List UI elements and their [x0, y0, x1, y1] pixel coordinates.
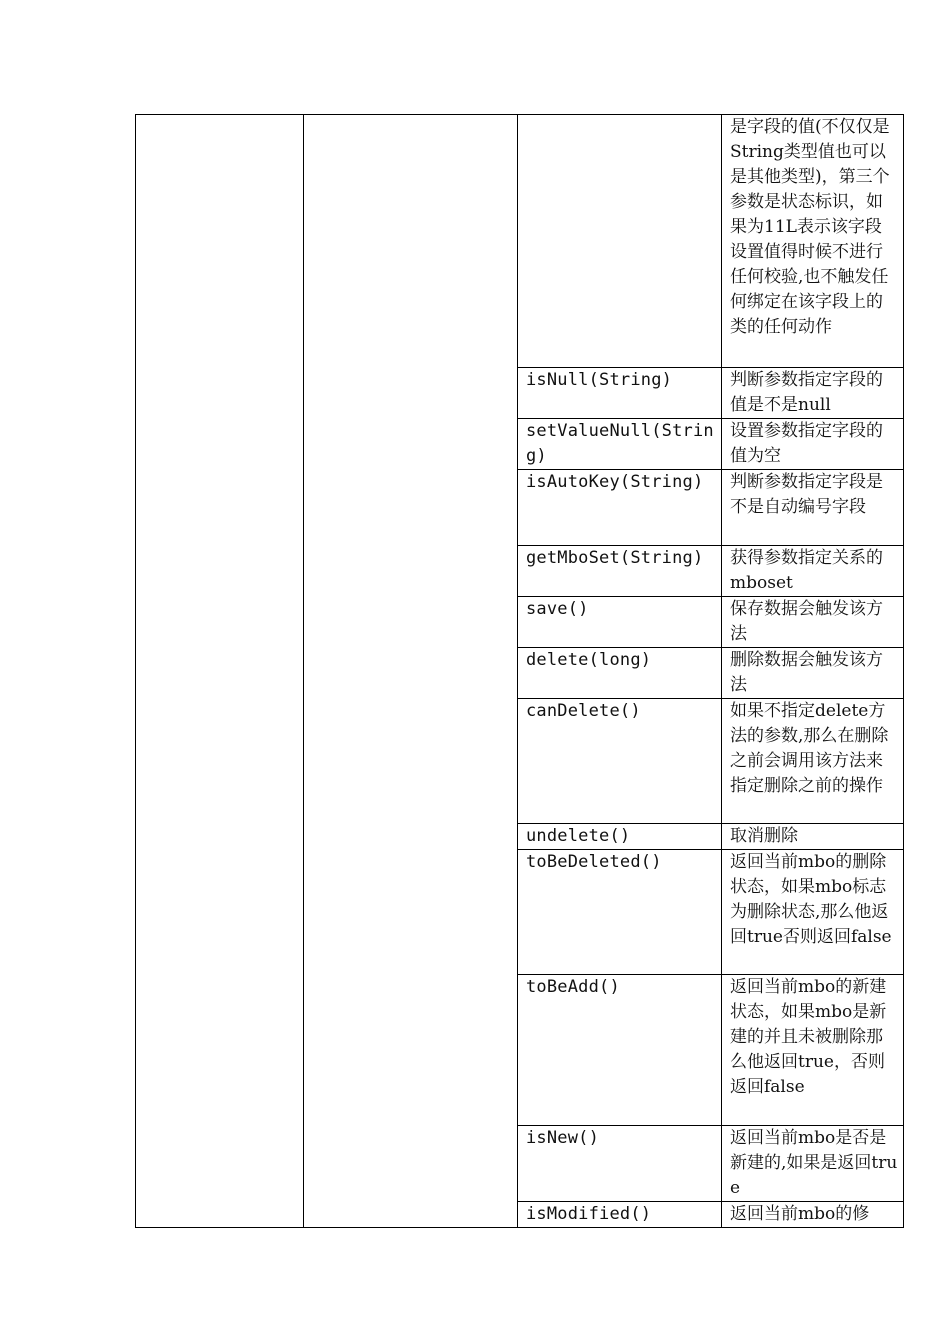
method-cell: toBeDeleted(): [518, 850, 722, 975]
description-cell: 如果不指定delete方法的参数,那么在删除之前会调用该方法来指定删除之前的操作: [722, 699, 904, 824]
method-cell: isNew(): [518, 1126, 722, 1202]
description-cell: 返回当前mbo的删除状态，如果mbo标志为删除状态,那么他返回true否则返回false: [722, 850, 904, 975]
description-cell: 判断参数指定字段的值是不是null: [722, 368, 904, 419]
method-cell: toBeAdd(): [518, 975, 722, 1126]
method-cell: canDelete(): [518, 699, 722, 824]
empty-cell-col2: [304, 115, 518, 1228]
method-cell: save(): [518, 597, 722, 648]
description-cell: 返回当前mbo的新建状态，如果mbo是新建的并且未被删除那么他返回true，否则返回false: [722, 975, 904, 1126]
description-cell: 返回当前mbo是否是新建的,如果是返回true: [722, 1126, 904, 1202]
description-cell: 删除数据会触发该方法: [722, 648, 904, 699]
description-cell: 判断参数指定字段是不是自动编号字段: [722, 470, 904, 546]
method-cell: isNull(String): [518, 368, 722, 419]
method-table: [135, 114, 904, 1228]
method-cell: getMboSet(String): [518, 546, 722, 597]
description-cell: 设置参数指定字段的值为空: [722, 419, 904, 470]
method-cell: isModified(): [518, 1202, 722, 1228]
method-cell: undelete(): [518, 824, 722, 850]
method-cell: [518, 115, 722, 368]
document-table-container: [135, 114, 904, 1228]
description-cell: 是字段的值(不仅仅是String类型值也可以是其他类型)，第三个参数是状态标识，如果为11L表示该字段设置值得时候不进行任何校验,也不触发任何绑定在该字段上的类的任何动作: [722, 115, 904, 368]
description-cell: 获得参数指定关系的mboset: [722, 546, 904, 597]
description-cell: 取消删除: [722, 824, 904, 850]
method-cell: delete(long): [518, 648, 722, 699]
empty-cell-col1: [136, 115, 304, 1228]
table-right-border: [903, 114, 904, 1221]
description-cell: 返回当前mbo的修: [722, 1202, 904, 1228]
table-row: [136, 115, 904, 368]
method-cell: isAutoKey(String): [518, 470, 722, 546]
description-cell: 保存数据会触发该方法: [722, 597, 904, 648]
method-cell: setValueNull(String): [518, 419, 722, 470]
